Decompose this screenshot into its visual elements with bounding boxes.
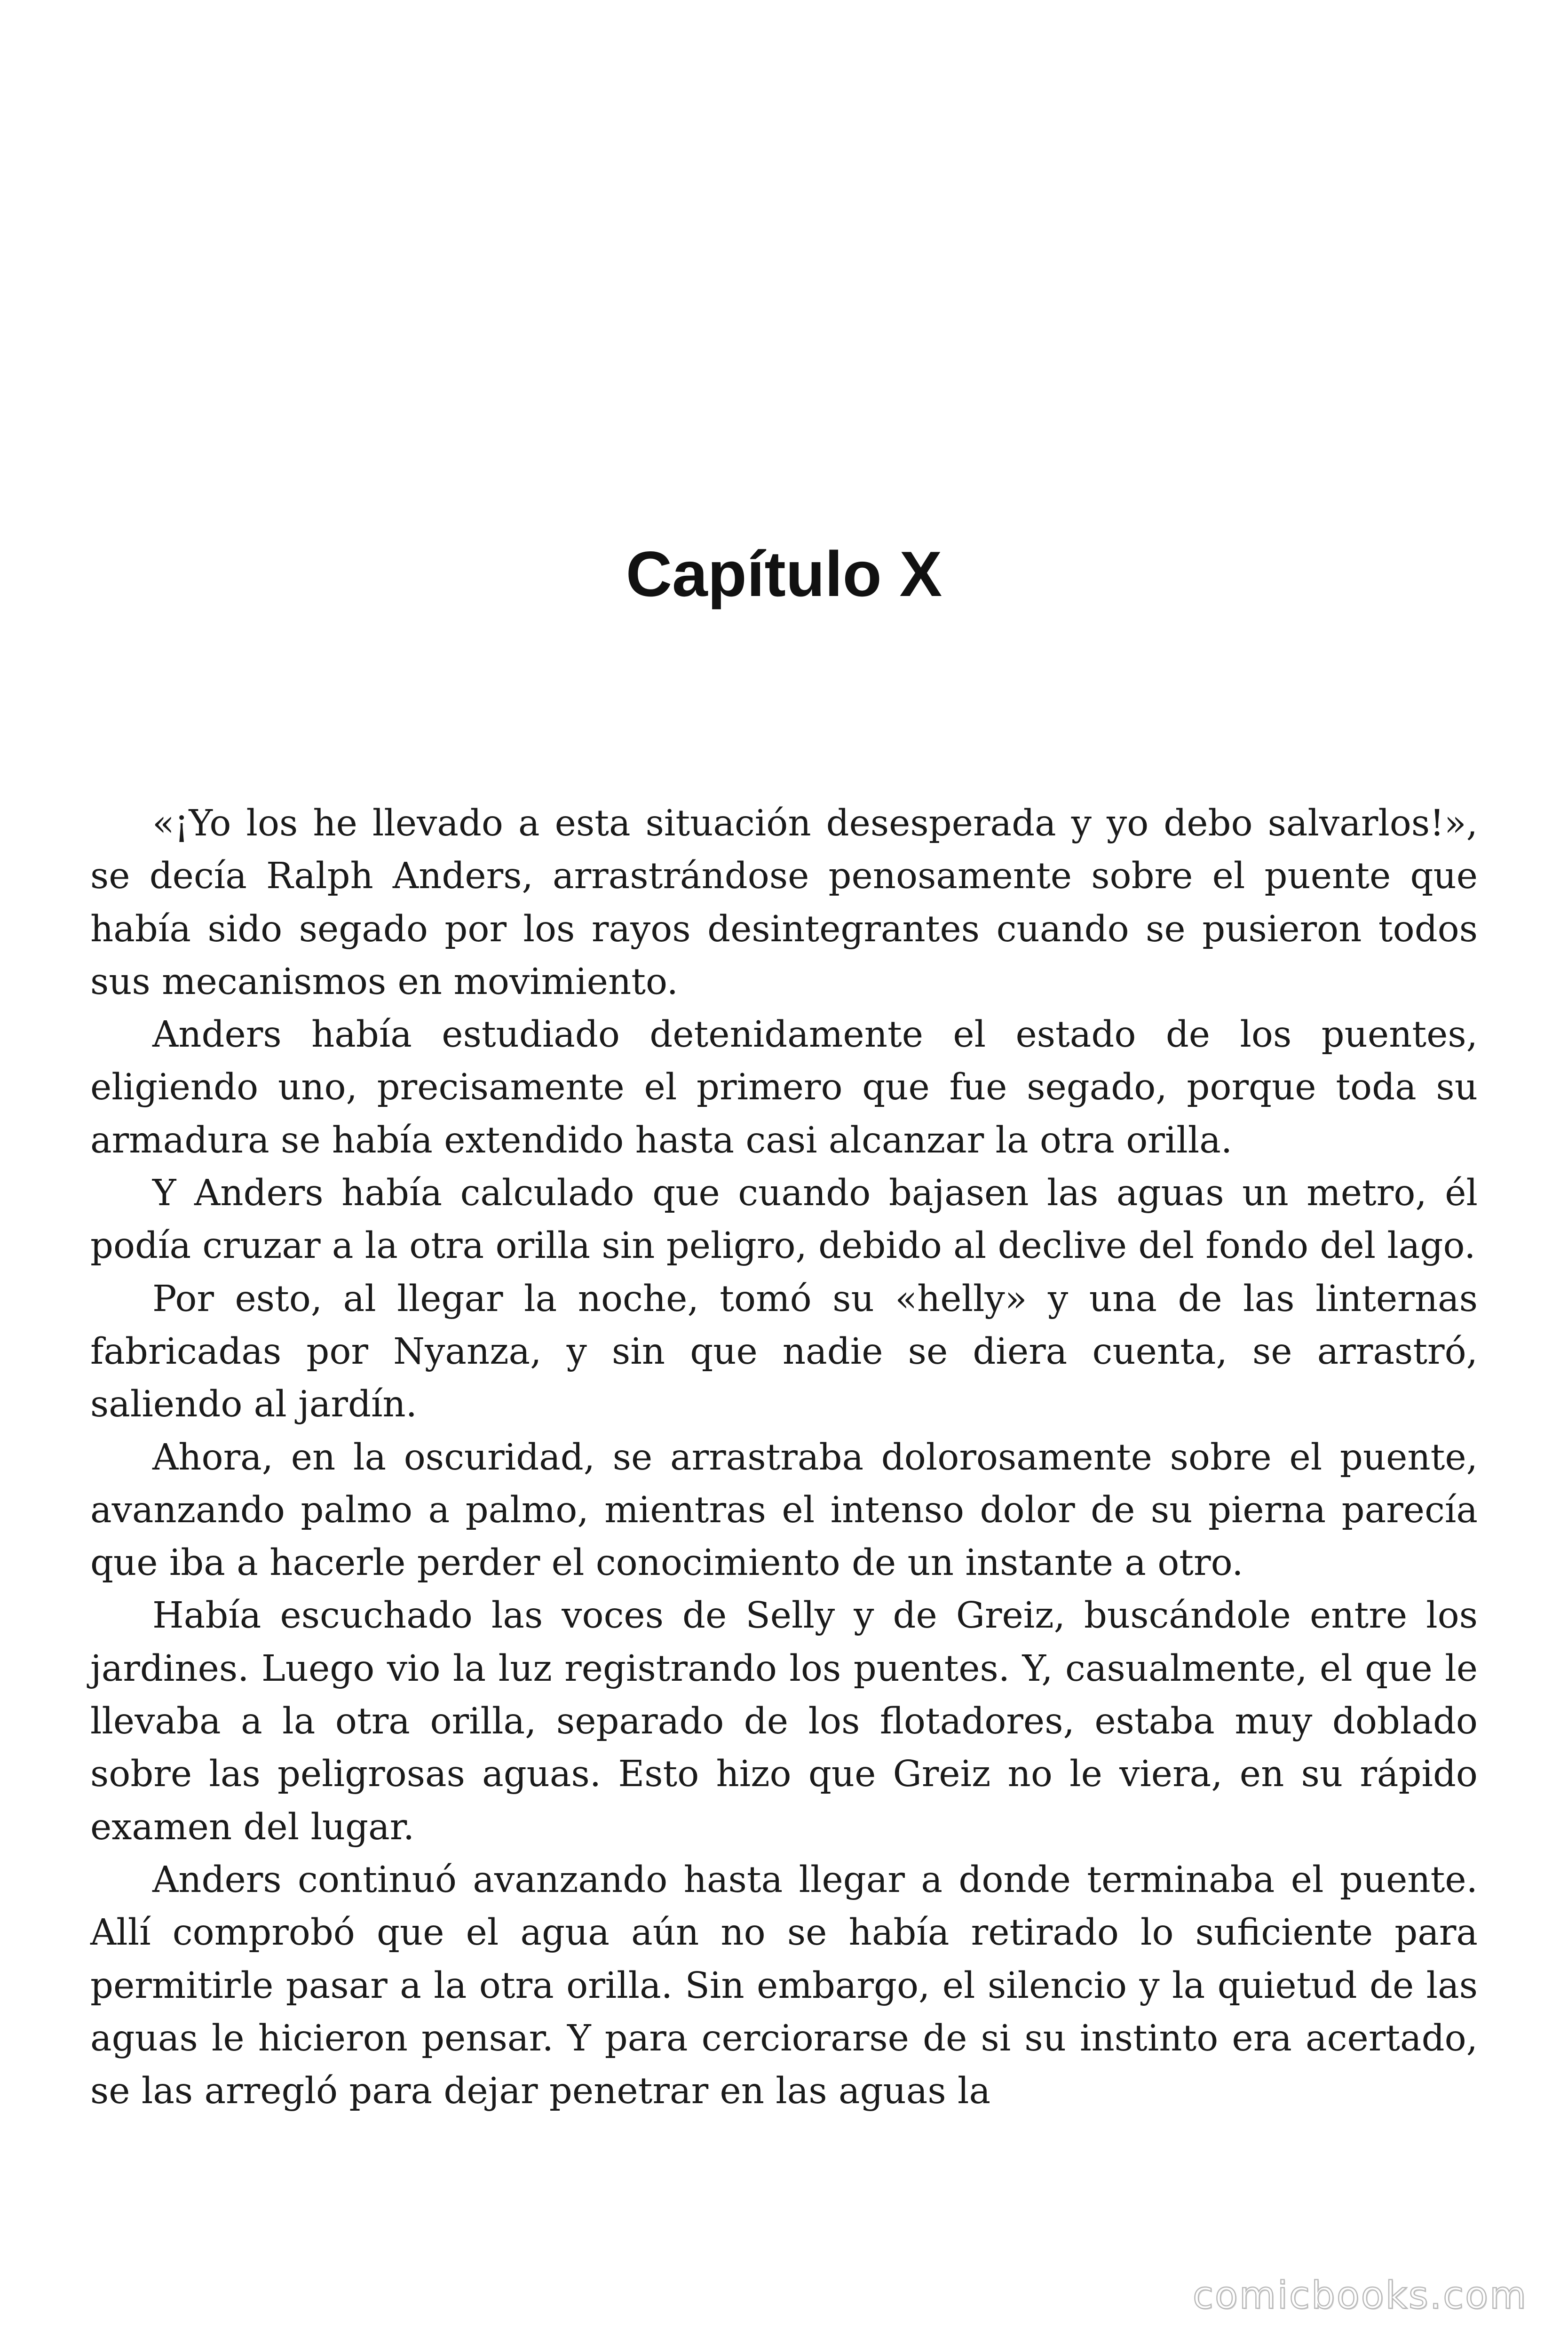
paragraph: Ahora, en la oscuridad, se arrastraba dolorosamente sobre el puente, avanzando palmo a palmo, mientras el intenso dolor de su pierna parecía que iba a hacerle perder el conocimiento de un instante a otro. [90, 1436, 1478, 1584]
paragraph: «¡Yo los he llevado a esta situación desesperada y yo debo salvarlos!», se decía Ralph Anders, arrastrándose penosamente sobre el puente que había sido segado por los rayos desintegrantes cuando se pusieron todos sus mecanismos en movimiento. [90, 803, 1478, 1003]
watermark: comicbooks.com [1192, 2273, 1528, 2317]
paragraph: Y Anders había calculado que cuando bajasen las aguas un metro, él podía cruzar a la otra orilla sin peligro, debido al declive del fondo del lago. [90, 1172, 1478, 1267]
chapter-body [90, 797, 1478, 2118]
chapter-title: Capítulo X [626, 538, 942, 610]
paragraph: Anders había estudiado detenidamente el estado de los puentes, eligiendo uno, precisamente el primero que fue segado, porque toda su armadura se había extendido hasta casi alcanzar la otra orilla. [90, 1014, 1478, 1161]
paragraph: Por esto, al llegar la noche, tomó su «helly» y una de las linternas fabricadas por Nyanza, y sin que nadie se diera cuenta, se arrastró, saliendo al jardín. [90, 1278, 1478, 1426]
paragraph: Había escuchado las voces de Selly y de Greiz, buscándole entre los jardines. Luego vio la luz registrando los puentes. Y, casualmente, el que le llevaba a la otra orilla, separado de los flotadores, estaba muy doblado sobre las peligrosas aguas. Esto hizo que Greiz no le viera, en su rápido examen del lugar. [90, 1595, 1478, 1848]
paragraph: Anders continuó avanzando hasta llegar a donde terminaba el puente. Allí comprobó que el agua aún no se había retirado lo suficiente para permitirle pasar a la otra orilla. Sin embargo, el silencio y la quietud de las aguas le hicieron pensar. Y para cerciorarse de si su instinto era acertado, se las arregló para dejar penetrar en las aguas la [90, 1859, 1478, 2113]
